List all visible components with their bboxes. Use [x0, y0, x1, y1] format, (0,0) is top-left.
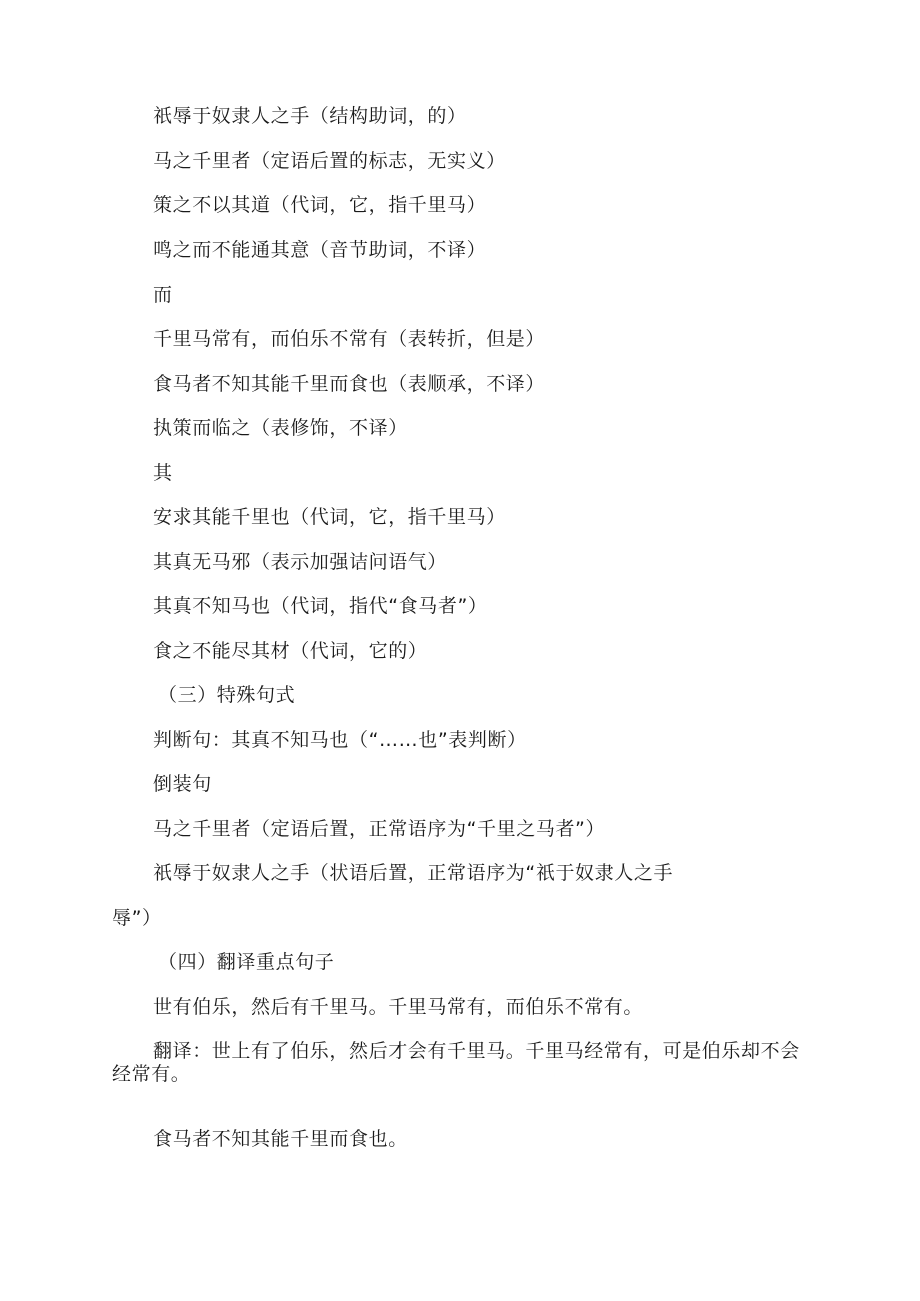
qi-heading: 其 — [153, 462, 173, 484]
qi-usage-line-1: 安求其能千里也（代词，它，指千里马） — [153, 506, 506, 528]
inversion-heading: 倒装句 — [153, 773, 212, 795]
qi-usage-line-4: 食之不能尽其材（代词，它的） — [153, 640, 428, 662]
er-usage-line-1: 千里马常有，而伯乐不常有（表转折，但是） — [153, 328, 546, 350]
zhi-usage-line-4: 鸣之而不能通其意（音节助词，不译） — [153, 239, 487, 261]
inversion-example-1: 马之千里者（定语后置，正常语序为“千里之马者”） — [153, 818, 606, 840]
zhi-usage-line-3: 策之不以其道（代词，它，指千里马） — [153, 194, 487, 216]
judgment-sentence-line: 判断句：其真不知马也（“……也”表判断） — [153, 729, 527, 751]
key-sentence-1: 世有伯乐，然后有千里马。千里马常有，而伯乐不常有。 — [153, 996, 644, 1018]
translation-1: 翻译：世上有了伯乐，然后才会有千里马。千里马经常有，可是伯乐却不会经常有。 — [112, 1040, 800, 1085]
inversion-example-2: 祇辱于奴隶人之手（状语后置，正常语序为“祇于奴隶人之手 — [153, 862, 674, 884]
inversion-example-2-continuation: 辱”） — [112, 907, 162, 929]
section-3-title: （三）特殊句式 — [158, 684, 296, 706]
key-sentence-2: 食马者不知其能千里而食也。 — [153, 1128, 408, 1150]
zhi-usage-line-1: 祇辱于奴隶人之手（结构助词，的） — [153, 105, 467, 127]
section-4-title: （四）翻译重点句子 — [158, 951, 335, 973]
er-heading: 而 — [153, 284, 173, 306]
zhi-usage-line-2: 马之千里者（定语后置的标志，无实义） — [153, 150, 506, 172]
qi-usage-line-2: 其真无马邪（表示加强诘问语气） — [153, 551, 448, 573]
er-usage-line-3: 执策而临之（表修饰，不译） — [153, 417, 408, 439]
er-usage-line-2: 食马者不知其能千里而食也（表顺承，不译） — [153, 373, 546, 395]
qi-usage-line-3: 其真不知马也（代词，指代“食马者”） — [153, 595, 488, 617]
